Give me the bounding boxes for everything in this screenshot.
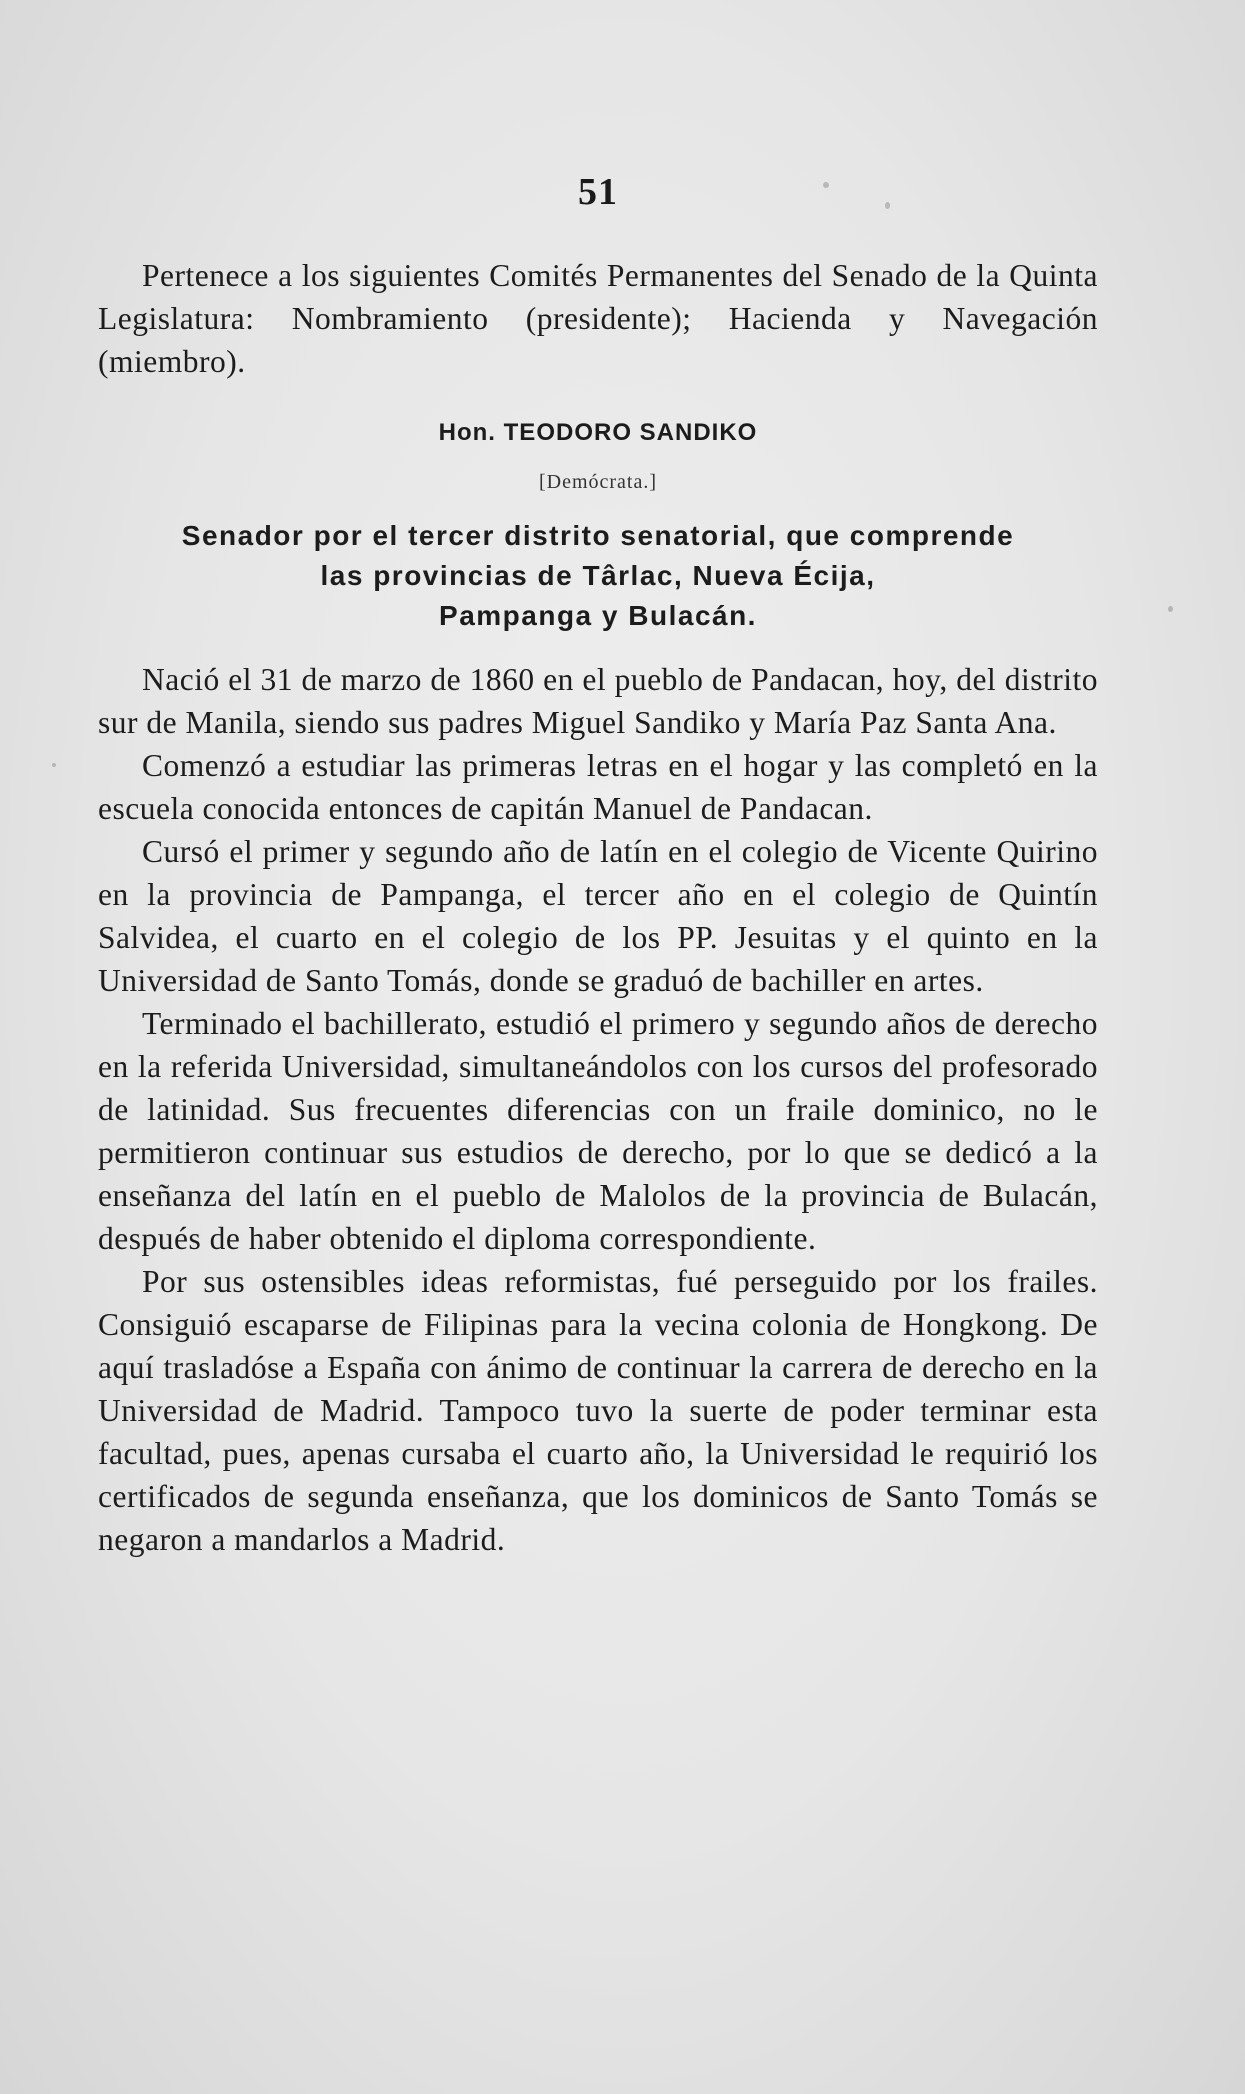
page-number: 51 [578, 171, 618, 213]
biography-paragraph-law: Terminado el bachillerato, estudió el primero y segundo años de derecho en la referida Universidad, simultaneándolos con los cursos del profesorado de latinidad. Sus frecuentes diferencias con un fraile dominico, no le permitieron continuar sus estudios de derecho, por lo que se dedicó a la enseñanza del latín en el pueblo de Malolos de la provincia de Bulacán, después de haber obtenido el diploma correspondiente. [98, 1006, 1098, 1256]
heading-line-1: Senador por el tercer distrito senatorial, que comprende [181, 520, 1015, 551]
biography-paragraph-latin: Cursó el primer y segundo año de latín en el colegio de Vicente Quirino en la provincia de Pampanga, el tercer año en el colegio de Quintín Salvidea, el cuarto en el colegio de los PP. Jesuitas y el quinto en la Universidad de Santo Tomás, donde se graduó de bachiller en artes. [98, 834, 1098, 998]
biography-paragraph-early-studies: Comenzó a estudiar las primeras letras en el hogar y las completó en la escuela conocida entonces de capitán Manuel de Pandacan. [98, 748, 1098, 826]
senator-district-heading [98, 516, 1098, 636]
heading-line-3: Pampanga y Bulacán. [439, 600, 757, 631]
biography-paragraph-exile: Por sus ostensibles ideas reformistas, fué perseguido por los frailes. Consiguió escaparse de Filipinas para la vecina colonia de Hongkong. De aquí trasladóse a España con ánimo de continuar la carrera de derecho en la Universidad de Madrid. Tampoco tuvo la suerte de poder terminar esta facultad, pues, apenas cursaba el cuarto año, la Universidad le requirió los certificados de segunda enseñanza, que los dominicos de Santo Tomás se negaron a mandarlos a Madrid. [98, 1264, 1098, 1557]
senator-party: [Demócrata.] [538, 471, 658, 493]
paper-speck [52, 763, 56, 767]
senator-name: Hon. TEODORO SANDIKO [438, 419, 758, 446]
paper-speck [1168, 606, 1173, 612]
biography-paragraph-birth: Nació el 31 de marzo de 1860 en el pueblo de Pandacan, hoy, del distrito sur de Manila, siendo sus padres Miguel Sandiko y María Paz Santa Ana. [98, 662, 1098, 740]
page-content [98, 170, 1098, 1561]
committees-paragraph: Pertenece a los siguientes Comités Permanentes del Senado de la Quinta Legislatura: Nombramiento (presidente); Hacienda y Navegación (miembro). [98, 258, 1098, 379]
heading-line-2: las provincias de Târlac, Nueva Écija, [320, 560, 876, 591]
